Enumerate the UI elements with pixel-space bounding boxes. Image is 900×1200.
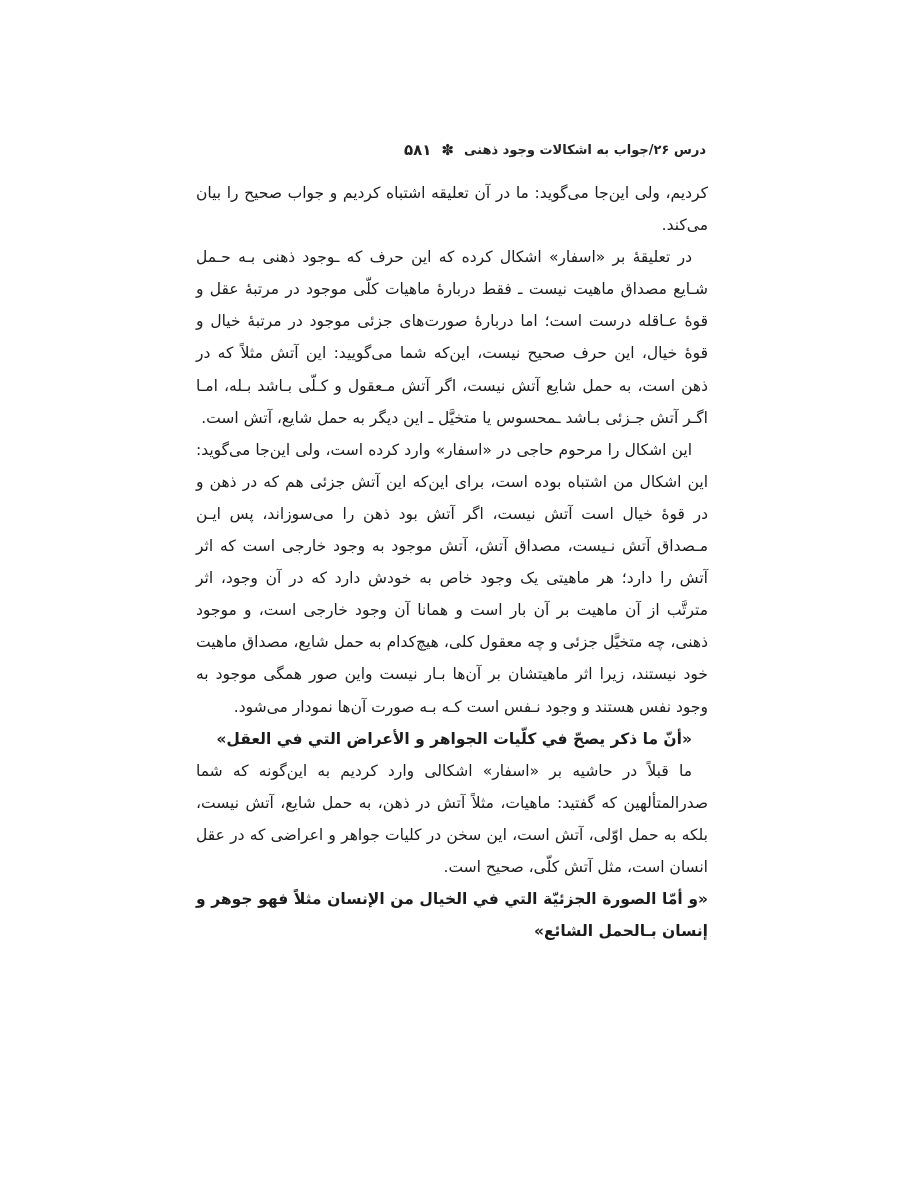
paragraph: در تعلیقهٔ بر «اسفار» اشکال کرده که این حرف که ـوجود ذهنی بـه حـمل شـایع مصداق ماهیت نیست ـ فقط دربارهٔ ماهیات کلّی موجود در مرتبهٔ عقل و قوهٔ عـاقله درست است؛ اما دربارهٔ صورت‌های جزئی موجود در مرتبهٔ خیال و قوهٔ خیال، این حرف صحیح نیست، این‌که شما می‌گویید: این آتش مثلاً که در ذهن است، به حمل شایع آتش نیست، اگر آتش مـعقول و کـلّی بـاشد بـله، امـا اگـر آتش جـزئی بـاشد ـمحسوس یا متخیَّل ـ این دیگر به حمل شایع، آتش است. (196, 248, 708, 427)
body-text (196, 177, 708, 947)
running-title: درس ۲۶/جواب به اشکالات وجود ذهنی (464, 142, 706, 158)
paragraph: ما قبلاً در حاشیه بر «اسفار» اشکالی وارد کردیم به این‌گونه که شما صدرالمتألهین که گفتید: ماهیات، مثلاً آتش در ذهن، به حمل شایع، آتش نیست، بلکه به حمل اوّلی، آتش است، این سخن در کلیات جواهر و اعراضی که در عقل انسان است، مثل آتش کلّی، صحیح است. (196, 761, 708, 876)
arabic-quote-heading: «أنّ ما ذکر یصحّ في کلّیات الجواهر و الأعراض التي في العقل» (216, 729, 692, 748)
arabic-quote-heading: «و أمّا الصورة الجزئیّة التي في الخیال من الإنسان مثلاً فهو جوهر و إنسان بـالحمل الشائع» (196, 890, 708, 941)
paragraph-continuation: کردیم، ولی این‌جا می‌گوید: ما در آن تعلیقه اشتباه کردیم و جواب صحیح را بیان می‌کند. (196, 184, 708, 235)
paragraph: این اشکال را مرحوم حاجی در «اسفار» وارد کرده است، ولی این‌جا می‌گوید: این اشکال من اشتباه بوده است، برای این‌که این آتش جزئی هم که در ذهن و در قوهٔ خیال است آتش نیست، اگر آتش بود ذهن را می‌سوزاند، پس ایـن مـصداق آتش نـیست، مصداق آتش، آتش موجود به وجود خارجی است که اثر آتش را دارد؛ هر ماهیتی یک وجود خاص به خودش دارد که در آن وجود، اثر مترتَّب از آن ماهیت بر آن بار است و همانا آن وجود خارجی است، و موجود ذهنی، چه متخیَّل جزئی و چه معقول کلی، هیچ‌کدام به حمل شایع، مصداق ماهیت خود نیستند، زیرا اثر ماهیتشان بر آن‌ها بـار نیست واین صور همگی موجود به وجود نفس هستند و وجود نـفس است کـه بـه صورت آن‌ها نمودار می‌شود. (196, 440, 708, 716)
ornament-icon: ✽ (441, 140, 454, 159)
running-head (196, 138, 706, 162)
page-number: ۵۸۱ (403, 141, 432, 159)
